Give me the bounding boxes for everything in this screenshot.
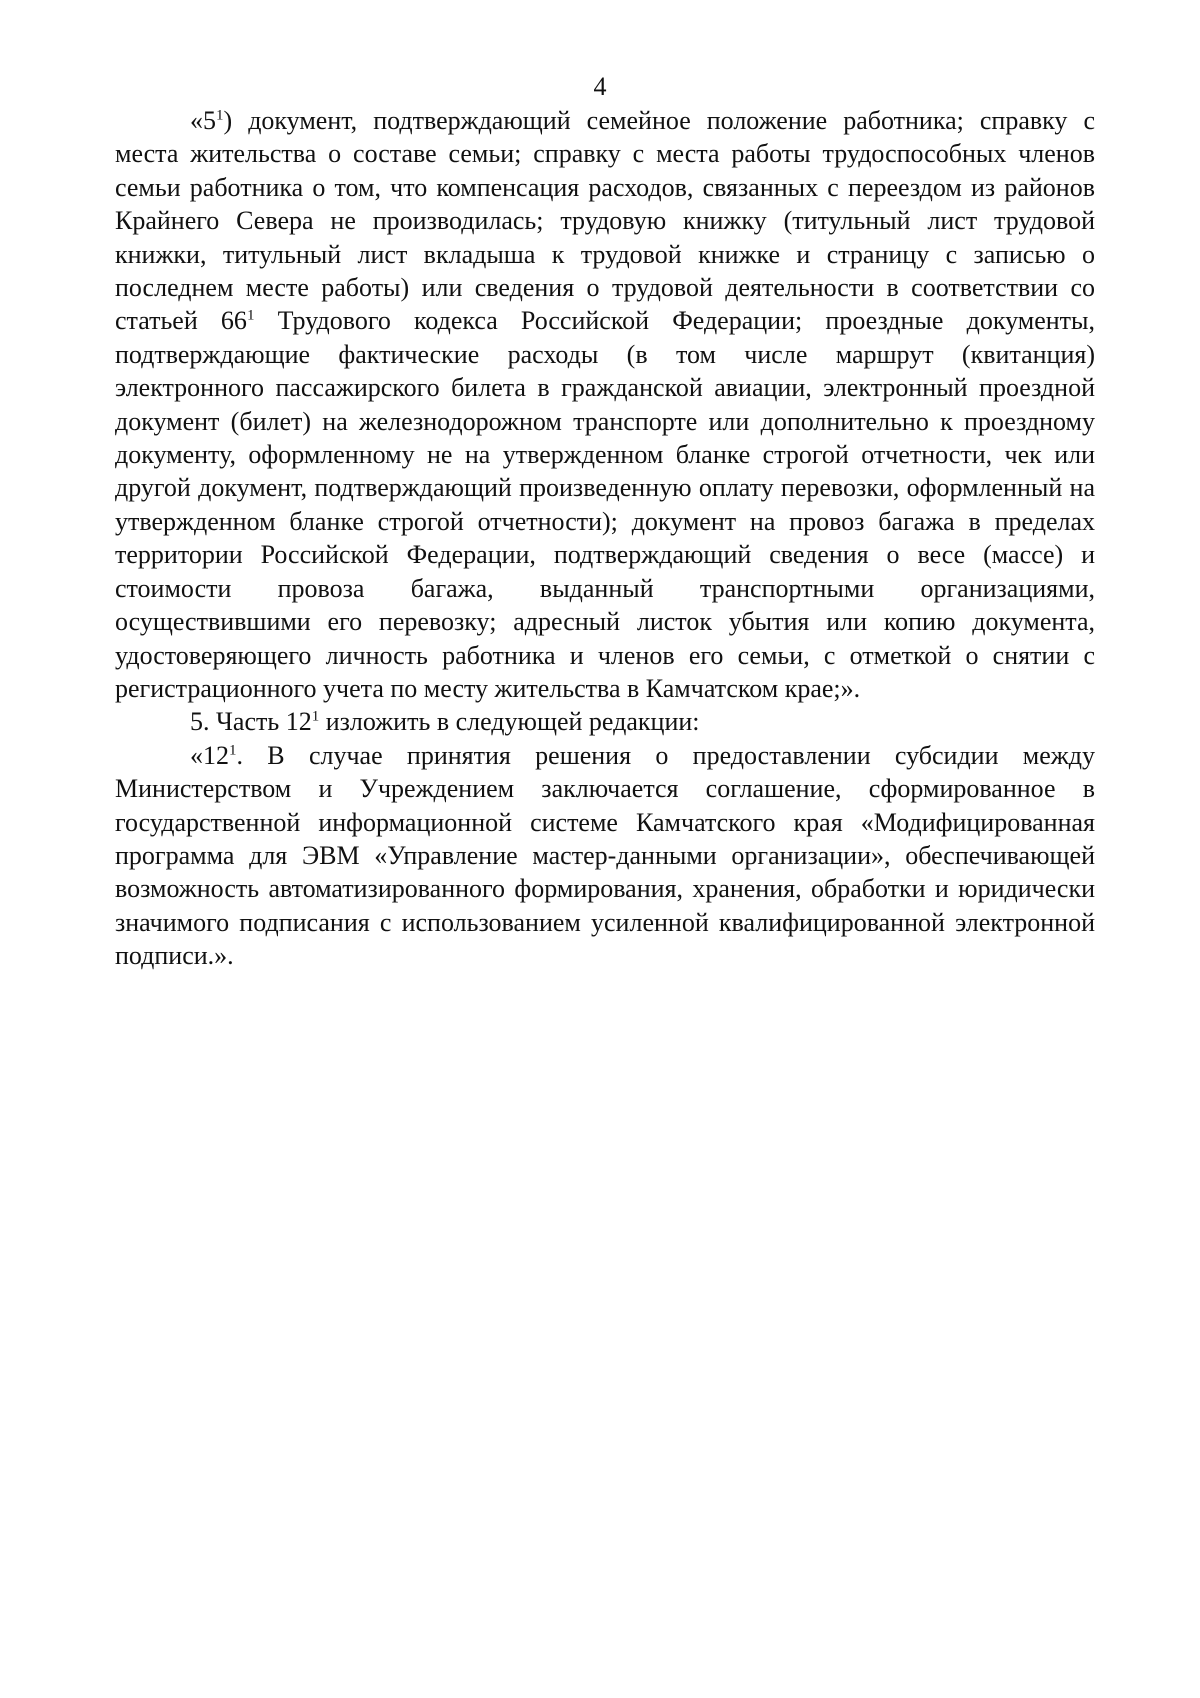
paragraph-text: «5 [190,106,216,135]
paragraph-text: ) документ, подтверждающий семейное положение работника; справку с места жительства о составе семьи; справку с места работы трудоспособных членов семьи работника о том, что компенсация расходов, связанных с переездом из районов Крайнего Севера не производилась; трудовую книжку (титульный лист трудовой книжки, титульный лист вкладыша к трудовой книжке и страницу с записью о последнем месте работы) или сведения о трудовой деятельности в соответствии со статьей 66 [115,106,1095,336]
document-body [115,104,1095,973]
superscript: 1 [229,742,237,759]
superscript: 1 [216,107,224,124]
page-number: 4 [593,72,607,101]
paragraph-5-1 [115,104,1095,705]
paragraph-item-5 [115,705,1095,738]
paragraph-text: Трудового кодекса Российской Федерации; проездные документы, подтверждающие фактические расходы (в том числе маршрут (квитанция) электронного пассажирского билета в гражданской авиации, электронный проездной документ (билет) на железнодорожном транспорте или дополнительно к проездному документу, оформленному не на утвержденном бланке строгой отчетности, чек или другой документ, подтверждающий произведенную оплату перевозки, оформленный на утвержденном бланке строгой отчетности); документ на провоз багажа в пределах территории Российской Федерации, подтверждающий сведения о весе (массе) и стоимости провоза багажа, выданный транспортными организациями, осуществившими его перевозку; адресный листок убытия или копию документа, удостоверяющего личность работника и членов его семьи, с отметкой о снятии с регистрационного учета по месту жительства в Камчатском крае;». [115,306,1095,703]
paragraph-text: «12 [190,740,229,770]
paragraph-text: изложить в следующей редакции: [319,707,700,737]
paragraph-text: . В случае принятия решения о предоставлении субсидии между Министерством и Учреждением заключается соглашение, сформированное в государственной информационной системе Камчатского края «Модифицированная программа для ЭВМ «Управление мастер-данными организации», обеспечивающей возможность автоматизированного формирования, хранения, обработки и юридически значимого подписания с использованием усиленной квалифицированной электронной подписи.». [115,740,1095,971]
superscript: 1 [246,307,255,324]
paragraph-text: 5. Часть 12 [190,707,312,737]
superscript: 1 [311,708,320,725]
paragraph-12-1 [115,739,1095,973]
